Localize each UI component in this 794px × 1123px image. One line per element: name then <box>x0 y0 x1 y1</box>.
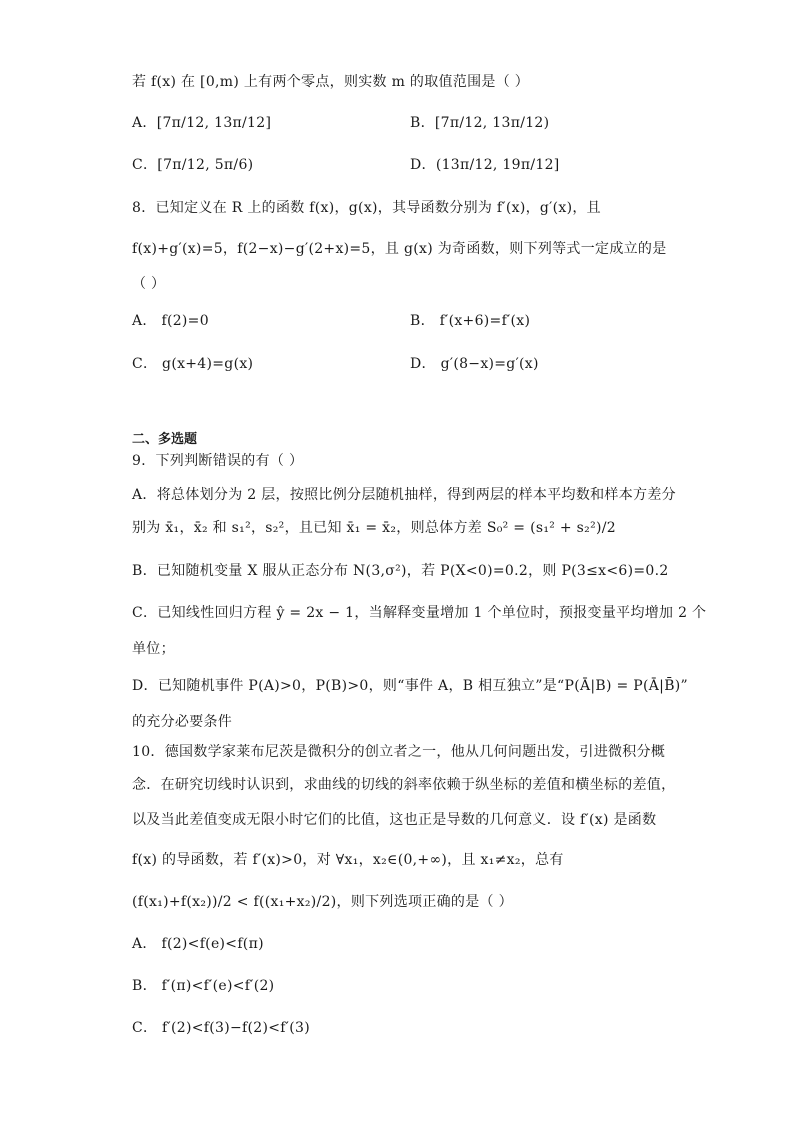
q7-option-c: C．[7π/12, 5π/6) <box>132 157 254 173</box>
q7-stem: 若 f(x) 在 [0,m) 上有两个零点，则实数 m 的取值范围是（ ） <box>132 74 530 90</box>
q8-option-b: B． f′(x+6)=f′(x) <box>410 313 531 329</box>
q10-option-b: B． f′(π)<f′(e)<f′(2) <box>132 978 275 994</box>
q10-stem-line2: 念．在研究切线时认识到，求曲线的切线的斜率依赖于纵坐标的差值和横坐标的差值， <box>132 777 676 793</box>
q9-option-c-line1: C．已知线性回归方程 ŷ = 2x − 1，当解释变量增加 1 个单位时，预报变量平均增加 2 个 <box>132 605 707 621</box>
q10-option-c: C． f′(2)<f(3)−f(2)<f′(3) <box>132 1020 310 1036</box>
q8-stem-line3: （ ） <box>132 276 166 292</box>
q10-stem-line3: 以及当此差值变成无限小时它们的比值，这也正是导数的几何意义．设 f′(x) 是函数 <box>132 812 657 828</box>
section-title-multiple-choice: 二、多选题 <box>132 432 198 447</box>
q9-option-d-line2: 的充分必要条件 <box>132 714 233 730</box>
q10-stem-line1: 10．德国数学家莱布尼茨是微积分的创立者之一，他从几何问题出发，引进微积分概 <box>132 744 666 760</box>
q10-stem-line4: f(x) 的导函数，若 f′(x)>0，对 ∀x₁，x₂∈(0,+∞)，且 x₁≠x₂，总有 <box>132 852 564 868</box>
q8-option-c: C． g(x+4)=g(x) <box>132 356 254 372</box>
q9-option-b: B．已知随机变量 X 服从正态分布 N(3,σ²)，若 P(X<0)=0.2，则 P(3≤x<6)=0.2 <box>132 563 669 579</box>
q8-stem-line1: 8．已知定义在 R 上的函数 f(x)，g(x)，其导函数分别为 f′(x)，g′(x)，且 <box>132 200 601 216</box>
q8-option-a: A． f(2)=0 <box>132 313 209 329</box>
q9-option-c-line2: 单位； <box>132 641 175 657</box>
q9-option-d-line1: D．已知随机事件 P(A)>0，P(B)>0，则“事件 A，B 相互独立”是“P(Ā|B) = P(Ā|B̄)” <box>132 678 689 694</box>
q7-option-a: A．[7π/12, 13π/12] <box>132 115 272 131</box>
q9-stem: 9．下列判断错误的有（ ） <box>132 453 304 469</box>
q10-option-a: A． f(2)<f(e)<f(π) <box>132 936 264 952</box>
q10-stem-line5: (f(x₁)+f(x₂))/2 < f((x₁+x₂)/2)，则下列选项正确的是（ ） <box>132 894 513 910</box>
q7-option-d: D．(13π/12, 19π/12] <box>410 157 560 173</box>
q8-stem-line2: f(x)+g′(x)=5，f(2−x)−g′(2+x)=5，且 g(x) 为奇函数，则下列等式一定成立的是 <box>132 241 667 257</box>
q8-option-d: D． g′(8−x)=g′(x) <box>410 356 539 372</box>
q9-option-a-line2: 别为 x̄₁，x̄₂ 和 s₁²，s₂²，且已知 x̄₁ = x̄₂，则总体方差 S₀² = (s₁² + s₂²)/2 <box>132 520 616 536</box>
q7-option-b: B．[7π/12, 13π/12) <box>410 115 550 131</box>
q9-option-a-line1: A．将总体划分为 2 层，按照比例分层随机抽样，得到两层的样本平均数和样本方差分 <box>132 487 676 503</box>
